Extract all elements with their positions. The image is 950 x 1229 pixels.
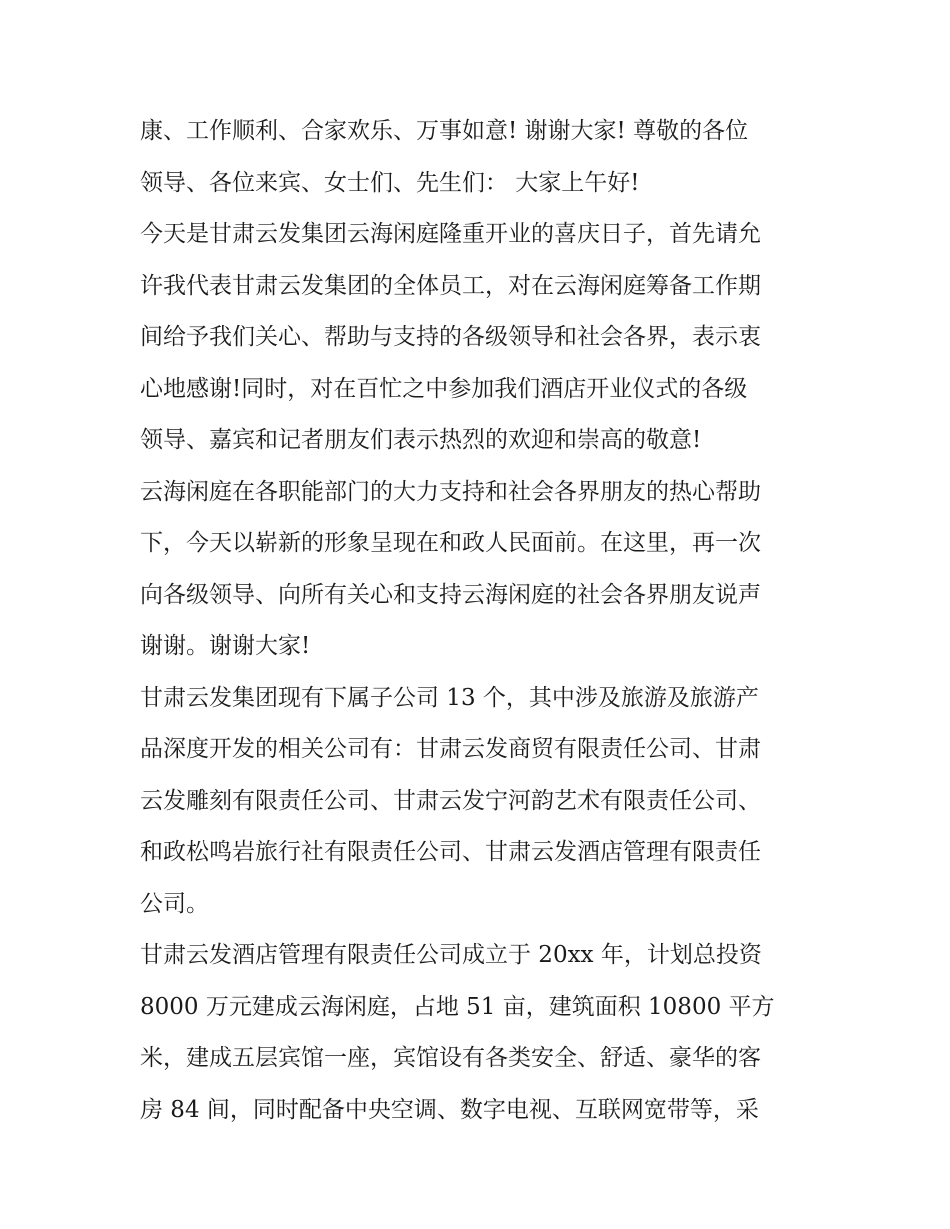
- text-line: 间给予我们关心、帮助与支持的各级领导和社会各界，表示衷: [140, 324, 761, 350]
- text-line: 和政松鸣岩旅行社有限责任公司、甘肃云发酒店管理有限责任: [140, 839, 761, 865]
- text-line: 领导、各位来宾、女士们、先生们： 大家上午好!: [140, 169, 640, 196]
- text-line: 房 84 间，同时配备中央空调、数字电视、互联网宽带等，采: [140, 1096, 759, 1123]
- text-line: 心地感谢!同时，对在百忙之中参加我们酒店开业仪式的各级: [140, 375, 748, 402]
- text-line: 云海闲庭在各职能部门的大力支持和社会各界朋友的热心帮助: [140, 478, 761, 505]
- text-line: 领导、嘉宾和记者朋友们表示热烈的欢迎和崇高的敬意!: [140, 427, 702, 453]
- text-line: 甘肃云发酒店管理有限责任公司成立于 20xx 年，计划总投资: [140, 942, 762, 968]
- text-line: 品深度开发的相关公司有：甘肃云发商贸有限责任公司、甘肃: [140, 736, 761, 762]
- text-line: 下，今天以崭新的形象呈现在和政人民面前。在这里，再一次: [140, 530, 761, 556]
- text-line: 公司。: [140, 890, 209, 917]
- text-line: 米，建成五层宾馆一座，宾馆设有各类安全、舒适、豪华的客: [140, 1045, 761, 1071]
- text-line: 云发雕刻有限责任公司、甘肃云发宁河韵艺术有限责任公司、: [140, 787, 761, 814]
- text-line: 甘肃云发集团现有下属子公司 13 个，其中涉及旅游及旅游产: [140, 684, 759, 711]
- text-line: 谢谢。谢谢大家!: [140, 633, 311, 659]
- text-line: 许我代表甘肃云发集团的全体员工，对在云海闲庭筹备工作期: [140, 272, 761, 299]
- document-body: [140, 106, 830, 1136]
- text-line: 今天是甘肃云发集团云海闲庭隆重开业的喜庆日子，首先请允: [140, 221, 761, 247]
- text-line: 康、工作顺利、合家欢乐、万事如意! 谢谢大家! 尊敬的各位: [140, 118, 749, 144]
- text-line: 向各级领导、向所有关心和支持云海闲庭的社会各界朋友说声: [140, 581, 761, 608]
- text-line: 8000 万元建成云海闲庭，占地 51 亩，建筑面积 10800 平方: [140, 993, 775, 1020]
